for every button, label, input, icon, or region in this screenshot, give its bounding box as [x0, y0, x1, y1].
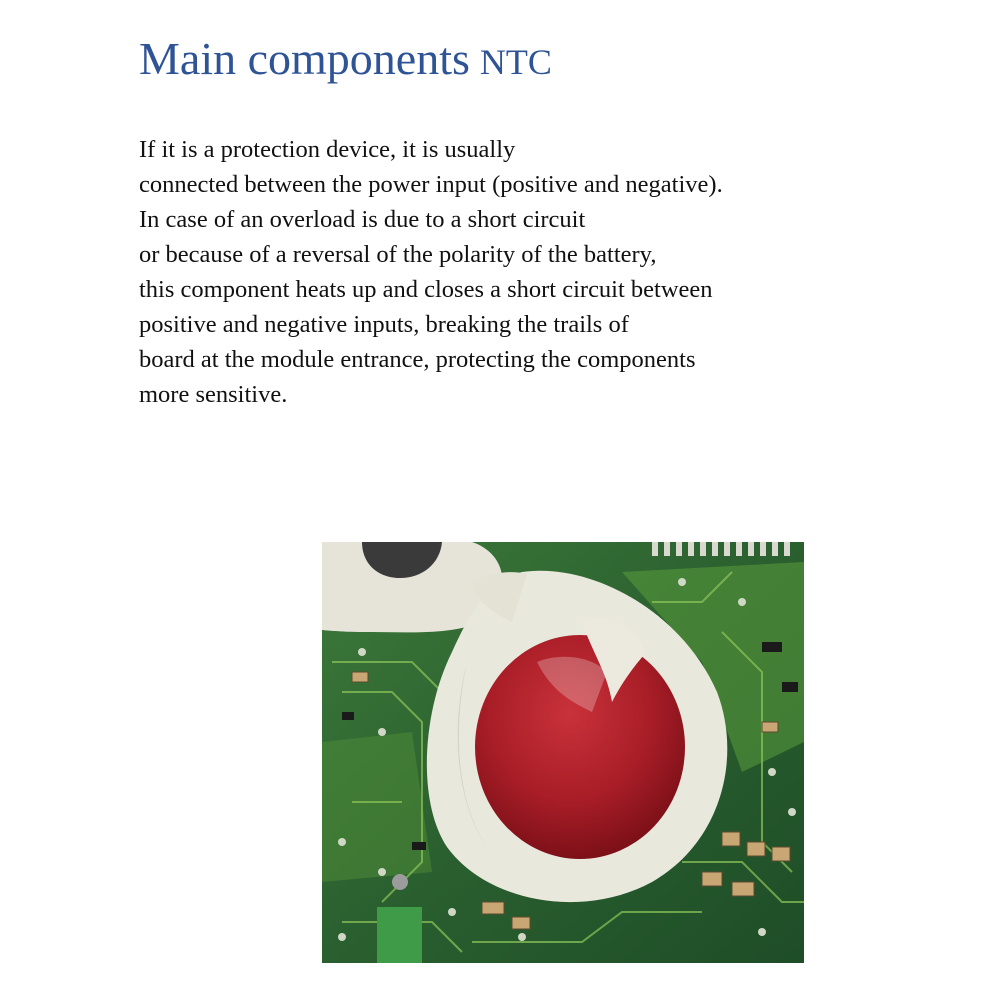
- paragraph-line: more sensitive.: [139, 381, 288, 408]
- paragraph-line: positive and negative inputs, breaking the trails of: [139, 311, 629, 338]
- pin-component: [392, 874, 408, 890]
- paragraph-line: board at the module entrance, protecting the components: [139, 346, 696, 373]
- circuit-board-illustration: [322, 542, 804, 963]
- page-title: [139, 33, 552, 84]
- title-suffix: NTC: [479, 42, 552, 82]
- paragraph-line: connected between the power input (positive and negative).: [139, 171, 723, 198]
- paragraph-line: If it is a protection device, it is usually: [139, 136, 516, 163]
- paragraph-line: or because of a reversal of the polarity of the battery,: [139, 241, 657, 268]
- title-main: Main components: [139, 33, 470, 84]
- ntc-component-photo: [322, 542, 804, 963]
- green-component: [377, 907, 422, 963]
- paragraph-line: this component heats up and closes a short circuit between: [139, 276, 713, 303]
- description-paragraph: [139, 132, 839, 412]
- paragraph-line: In case of an overload is due to a short circuit: [139, 206, 586, 233]
